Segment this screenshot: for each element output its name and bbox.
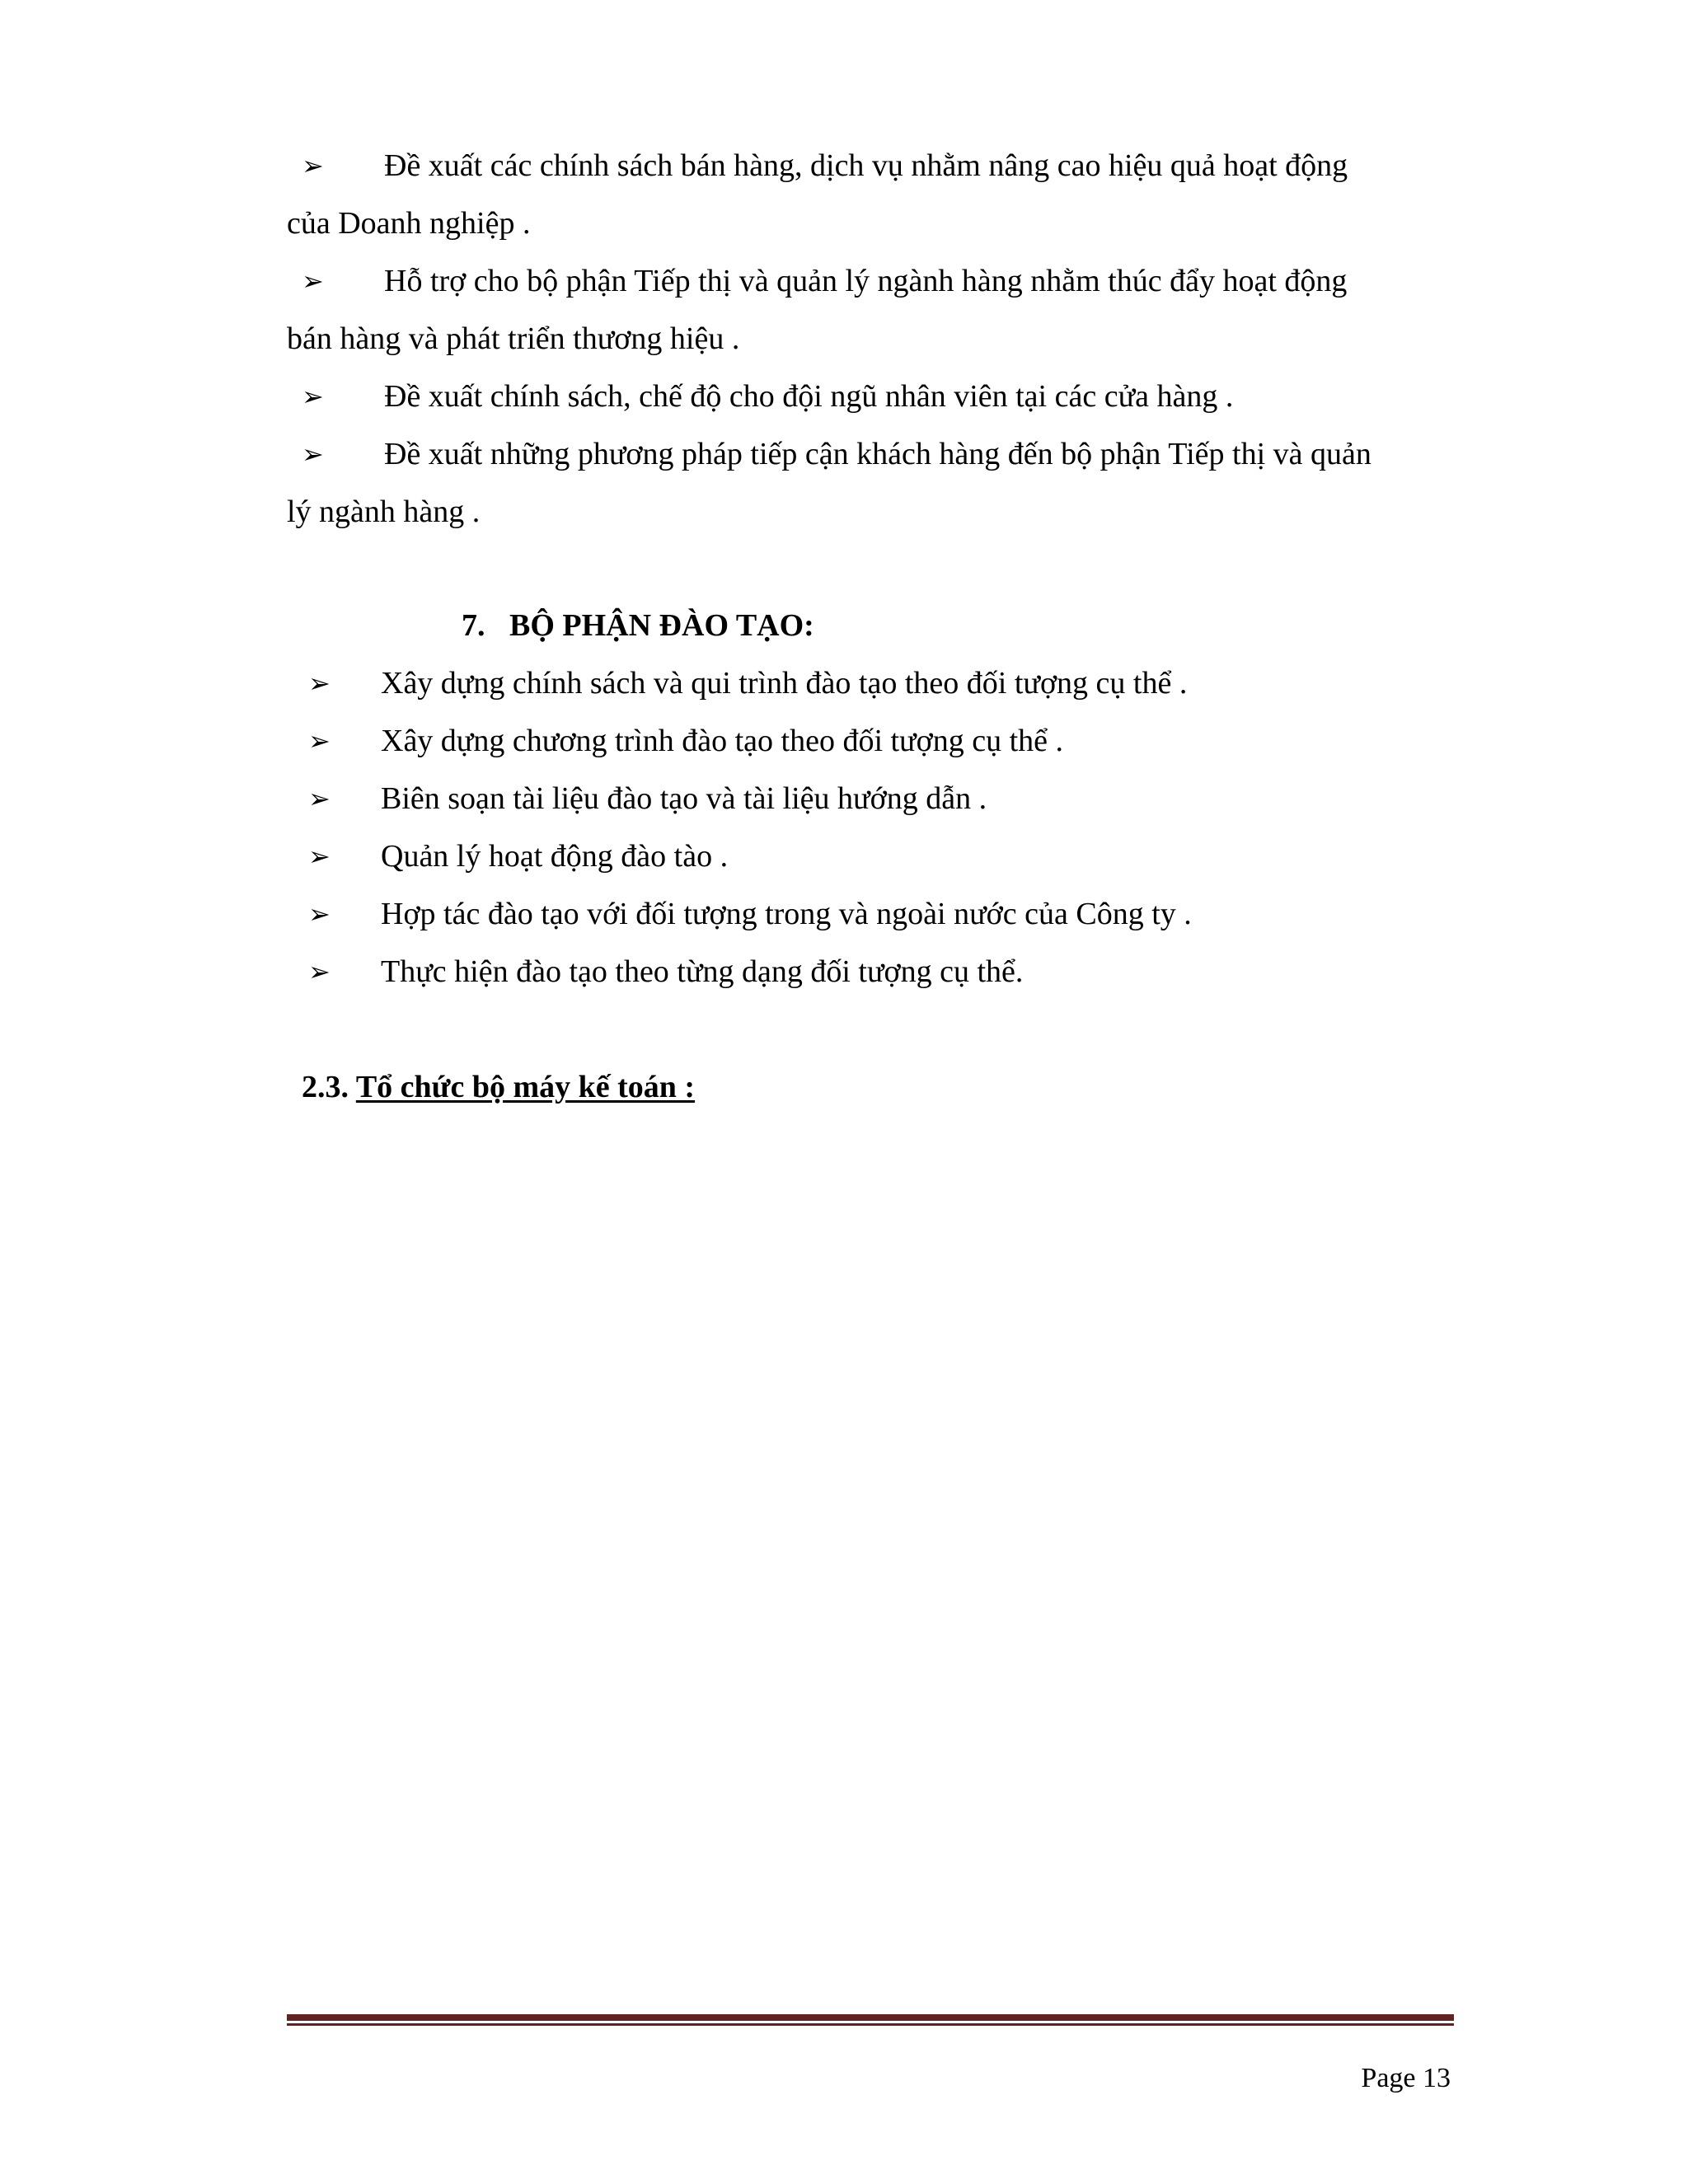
bullet-text: Đề xuất những phương pháp tiếp cận khách hàng đến bộ phận Tiếp thị và quản xyxy=(384,437,1372,471)
bullet-text: Đề xuất các chính sách bán hàng, dịch vụ nhằm nâng cao hiệu quả hoạt động xyxy=(384,148,1348,183)
bullet-continuation: lý ngành hàng . xyxy=(287,494,481,529)
bullet-text: Quản lý hoạt động đào tào . xyxy=(381,839,729,874)
bullet-text: Biên soạn tài liệu đào tạo và tài liệu hướng dẫn . xyxy=(381,781,987,816)
footer-divider xyxy=(287,2014,1454,2026)
bullet-arrow-icon: ➢ xyxy=(302,150,324,181)
bullet-text: Thực hiện đào tạo theo từng dạng đối tượng cụ thể. xyxy=(381,954,1024,989)
bullet-arrow-icon: ➢ xyxy=(308,783,331,814)
bullet-continuation: bán hàng và phát triển thương hiệu . xyxy=(287,321,740,356)
section-heading xyxy=(462,607,814,644)
subsection-heading xyxy=(302,1068,695,1106)
bullet-arrow-icon: ➢ xyxy=(308,956,331,987)
bullet-arrow-icon: ➢ xyxy=(308,898,331,930)
section-title: BỘ PHẬN ĐÀO TẠO: xyxy=(509,608,814,643)
bullet-arrow-icon: ➢ xyxy=(302,438,324,470)
bullet-arrow-icon: ➢ xyxy=(308,841,331,872)
bullet-arrow-icon: ➢ xyxy=(308,668,331,699)
bullet-text: Hợp tác đào tạo với đối tượng trong và ngoài nước của Công ty . xyxy=(381,897,1192,931)
bullet-text: Đề xuất chính sách, chế độ cho đội ngũ nhân viên tại các cửa hàng . xyxy=(384,379,1234,414)
bullet-text: Hỗ trợ cho bộ phận Tiếp thị và quản lý ngành hàng nhằm thúc đẩy hoạt động xyxy=(384,264,1348,298)
subsection-number: 2.3. xyxy=(302,1070,349,1104)
bullet-continuation: của Doanh nghiệp . xyxy=(287,206,531,241)
page-number: Page 13 xyxy=(1361,2063,1451,2093)
bullet-arrow-icon: ➢ xyxy=(308,725,331,757)
bullet-text: Xây dựng chính sách và qui trình đào tạo theo đối tượng cụ thể . xyxy=(381,666,1188,701)
bullet-arrow-icon: ➢ xyxy=(302,265,324,297)
bullet-arrow-icon: ➢ xyxy=(302,381,324,412)
section-number: 7. xyxy=(462,608,485,643)
bullet-text: Xây dựng chương trình đào tạo theo đối tượng cụ thể . xyxy=(381,724,1064,758)
subsection-title: Tổ chức bộ máy kế toán : xyxy=(355,1070,696,1104)
